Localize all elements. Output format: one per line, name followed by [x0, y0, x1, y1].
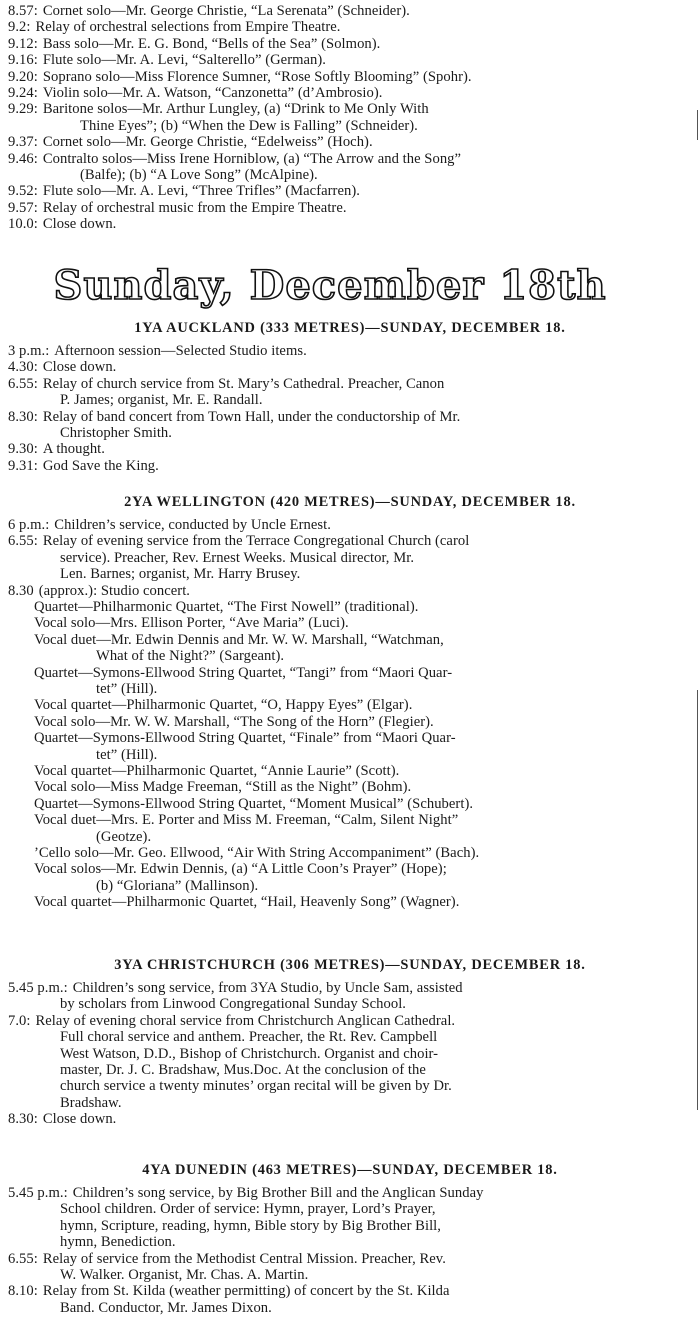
item-text: (Geotze). — [96, 828, 152, 845]
entry-text: Cornet solo—Mr. George Christie, “Edelweiss” (Hoch). — [42, 134, 373, 151]
concert-item — [34, 812, 700, 828]
item-text: Vocal solo—Mrs. Ellison Porter, “Ave Maria” (Luci). — [34, 615, 349, 632]
entry-text: Close down. — [42, 359, 117, 376]
entry-continuation — [60, 1062, 700, 1078]
item-text: Quartet—Symons-Ellwood String Quartet, “Moment Musical” (Schubert). — [34, 795, 474, 812]
entry-text: School children. Order of service: Hymn, prayer, Lord’s Prayer, — [60, 1201, 436, 1218]
item-text: Vocal duet—Mrs. E. Porter and Miss M. Freeman, “Calm, Silent Night” — [34, 812, 459, 829]
concert-item — [34, 730, 700, 746]
schedule-entry — [8, 216, 700, 232]
entry-time: 6.55: — [8, 1250, 38, 1267]
entry-text: Violin solo—Mr. A. Watson, “Canzonetta” (d’Ambrosio). — [42, 85, 383, 101]
entry-text: Relay from St. Kilda (weather permitting) of concert by the St. Kilda — [42, 1283, 450, 1300]
entry-text: Children’s song service, by Big Brother Bill and the Anglican Sunday — [72, 1185, 484, 1201]
concert-item — [34, 697, 700, 713]
entry-time: 9.2: — [8, 19, 31, 36]
entry-text: Contralto solos—Miss Irene Horniblow, (a) “The Arrow and the Song” — [42, 150, 462, 167]
entry-time: 9.37: — [8, 134, 38, 151]
schedule-entry — [8, 200, 700, 216]
entry-text: Len. Barnes; organist, Mr. Harry Brusey. — [60, 566, 301, 583]
schedule-entry — [8, 1185, 700, 1201]
entry-time: 6.55: — [8, 533, 38, 550]
entry-time: 10.0: — [8, 216, 38, 233]
item-continuation — [96, 878, 700, 894]
entry-text: by scholars from Linwood Congregational Sunday School. — [60, 996, 407, 1013]
entry-text: Relay of orchestral selections from Empire Theatre. — [35, 19, 341, 36]
item-text: Quartet—Symons-Ellwood String Quartet, “Tangi” from “Maori Quar- — [34, 664, 453, 681]
entry-time: 9.46: — [8, 150, 38, 167]
entry-text: Thine Eyes”; (b) “When the Dew is Falling” (Schneider). — [80, 117, 418, 134]
schedule-entry — [8, 583, 700, 599]
item-text: Vocal quartet—Philharmonic Quartet, “Annie Laurie” (Scott). — [34, 763, 400, 779]
concert-item — [34, 714, 700, 730]
entry-text: Flute solo—Mr. A. Levi, “Three Trifles” (Macfarren). — [42, 183, 360, 200]
entry-text: Close down. — [42, 216, 117, 233]
concert-item — [34, 599, 700, 615]
entry-time: 3 p.m.: — [8, 343, 50, 359]
entry-time: 9.30: — [8, 441, 38, 458]
entry-text: Christopher Smith. — [60, 425, 172, 441]
item-text: Vocal quartet—Philharmonic Quartet, “O, Happy Eyes” (Elgar). — [34, 697, 413, 714]
entry-text: hymn, Benediction. — [60, 1234, 176, 1251]
entry-continuation — [60, 1234, 700, 1250]
entry-text: Relay of church service from St. Mary’s Cathedral. Preacher, Canon — [42, 375, 445, 392]
entry-text: Relay of evening service from the Terrace Congregational Church (carol — [42, 533, 470, 550]
schedule-entry — [8, 441, 700, 457]
item-text: Vocal solos—Mr. Edwin Dennis, (a) “A Little Coon’s Prayer” (Hope); — [34, 861, 447, 878]
schedule-entry — [8, 69, 700, 85]
schedule-entry — [8, 376, 700, 392]
schedule-entry — [8, 533, 700, 549]
concert-item — [34, 894, 700, 910]
item-text: ’Cello solo—Mr. Geo. Ellwood, “Air With String Accompaniment” (Bach). — [34, 845, 480, 861]
entry-time: 9.20: — [8, 68, 38, 85]
entry-time: 5.45 p.m.: — [8, 1185, 68, 1201]
entry-time: 9.16: — [8, 52, 38, 69]
station-heading: 4YA DUNEDIN (463 METRES)—SUNDAY, DECEMBER 18. — [142, 1162, 558, 1178]
item-text: tet” (Hill). — [96, 681, 158, 697]
entry-time: 9.52: — [8, 183, 38, 200]
schedule-entry — [8, 52, 700, 68]
schedule-entry — [8, 151, 700, 167]
entry-text: West Watson, D.D., Bishop of Christchurch. Organist and choir- — [60, 1045, 439, 1062]
entry-time: 4.30: — [8, 359, 38, 376]
entry-time: 6.55: — [8, 375, 38, 392]
entry-text: (Balfe); (b) “A Love Song” (McAlpine). — [80, 167, 318, 183]
entry-text: P. James; organist, Mr. E. Randall. — [60, 392, 263, 409]
concert-item — [34, 861, 700, 877]
schedule-entry — [8, 1111, 700, 1127]
entry-continuation — [60, 1046, 700, 1062]
entry-continuation — [60, 1267, 700, 1283]
entry-time: 9.12: — [8, 35, 38, 52]
entry-text: Children’s song service, from 3YA Studio, by Uncle Sam, assisted — [72, 980, 463, 996]
entry-continuation — [60, 392, 700, 408]
schedule-entry — [8, 517, 700, 533]
entry-time: 8.10: — [8, 1283, 38, 1300]
schedule-entry — [8, 1013, 700, 1029]
entry-continuation — [60, 566, 700, 582]
schedule-entry — [8, 183, 700, 199]
entry-time: 9.57: — [8, 199, 38, 216]
entry-time: 8.30: — [8, 1111, 38, 1128]
item-text: tet” (Hill). — [96, 746, 158, 763]
entry-continuation — [60, 996, 700, 1012]
item-continuation — [96, 747, 700, 763]
item-text: Quartet—Symons-Ellwood String Quartet, “Finale” from “Maori Quar- — [34, 730, 456, 747]
item-continuation — [96, 681, 700, 697]
entry-text: Cornet solo—Mr. George Christie, “La Serenata” (Schneider). — [42, 3, 410, 19]
item-text: Vocal duet—Mr. Edwin Dennis and Mr. W. W. Marshall, “Watchman, — [34, 631, 444, 648]
day-title: Sunday, December 18th — [53, 262, 607, 309]
entry-text: Band. Conductor, Mr. James Dixon. — [60, 1299, 272, 1316]
concert-item — [34, 763, 700, 779]
entry-text: Afternoon session—Selected Studio items. — [54, 343, 307, 359]
item-text: What of the Night?” (Sargeant). — [96, 648, 285, 665]
item-text: (b) “Gloriana” (Mallinson). — [96, 877, 259, 894]
schedule-entry — [8, 1251, 700, 1267]
schedule-entry — [8, 19, 700, 35]
entry-continuation — [60, 1029, 700, 1045]
entry-text: Bradshaw. — [60, 1094, 122, 1111]
schedule-entry — [8, 36, 700, 52]
entry-text: (approx.): Studio concert. — [38, 582, 190, 599]
entry-text: Relay of band concert from Town Hall, under the conductorship of Mr. — [42, 408, 461, 425]
concert-item — [34, 615, 700, 631]
entry-text: Children’s service, conducted by Uncle Ernest. — [54, 517, 331, 533]
station-heading: 1YA AUCKLAND (333 METRES)—SUNDAY, DECEMBER 18. — [134, 320, 566, 336]
entry-text: church service a twenty minutes’ organ recital will be given by Dr. — [60, 1078, 452, 1095]
entry-continuation — [80, 118, 700, 134]
concert-item — [34, 845, 700, 861]
entry-continuation — [60, 425, 700, 441]
item-text: Vocal solo—Miss Madge Freeman, “Still as the Night” (Bohm). — [34, 779, 412, 796]
concert-item — [34, 632, 700, 648]
schedule-entry — [8, 101, 700, 117]
entry-time: 8.30: — [8, 408, 38, 425]
item-text: Vocal quartet—Philharmonic Quartet, “Hail, Heavenly Song” (Wagner). — [34, 894, 460, 911]
entry-continuation — [60, 1218, 700, 1234]
entry-text: God Save the King. — [42, 457, 159, 474]
schedule-entry — [8, 458, 700, 474]
entry-text: Relay of evening choral service from Christchurch Anglican Cathedral. — [35, 1012, 456, 1029]
entry-text: service). Preacher, Rev. Ernest Weeks. Musical director, Mr. — [60, 549, 415, 566]
entry-continuation — [80, 167, 700, 183]
concert-item — [34, 796, 700, 812]
entry-text: hymn, Scripture, reading, hymn, Bible story by Big Brother Bill, — [60, 1217, 441, 1234]
entry-time: 8.57: — [8, 3, 38, 19]
entry-text: Full choral service and anthem. Preacher, the Rt. Rev. Campbell — [60, 1029, 438, 1046]
entry-text: W. Walker. Organist, Mr. Chas. A. Martin. — [60, 1267, 309, 1283]
entry-text: Flute solo—Mr. A. Levi, “Salterello” (German). — [42, 52, 327, 69]
entry-text: Soprano solo—Miss Florence Sumner, “Rose Softly Blooming” (Spohr). — [42, 68, 472, 85]
concert-item — [34, 665, 700, 681]
entry-text: Relay of service from the Methodist Central Mission. Preacher, Rev. — [42, 1250, 446, 1267]
schedule-entry — [8, 980, 700, 996]
item-continuation — [96, 648, 700, 664]
station-heading: 2YA WELLINGTON (420 METRES)—SUNDAY, DECEMBER 18. — [124, 494, 576, 510]
station-heading: 3YA CHRISTCHURCH (306 METRES)—SUNDAY, DECEMBER 18. — [114, 957, 586, 973]
entry-text: Relay of orchestral music from the Empire Theatre. — [42, 199, 347, 216]
schedule-entry — [8, 3, 700, 19]
entry-continuation — [60, 1201, 700, 1217]
entry-text: A thought. — [42, 441, 105, 458]
entry-time: 6 p.m.: — [8, 517, 50, 533]
schedule-entry — [8, 343, 700, 359]
entry-time: 8.30 — [8, 582, 34, 599]
schedule-entry — [8, 85, 700, 101]
entry-continuation — [60, 1078, 700, 1094]
entry-text: Baritone solos—Mr. Arthur Lungley, (a) “Drink to Me Only With — [42, 101, 429, 118]
item-text: Quartet—Philharmonic Quartet, “The First Nowell” (traditional). — [34, 599, 419, 615]
schedule-entry — [8, 359, 700, 375]
entry-time: 9.31: — [8, 457, 38, 474]
entry-text: master, Dr. J. C. Bradshaw, Mus.Doc. At the conclusion of the — [60, 1062, 426, 1078]
item-text: Vocal solo—Mr. W. W. Marshall, “The Song of the Horn” (Flegier). — [34, 713, 434, 730]
schedule-entry — [8, 134, 700, 150]
concert-item — [34, 779, 700, 795]
entry-time: 5.45 p.m.: — [8, 980, 68, 996]
entry-text: Close down. — [42, 1111, 117, 1128]
entry-text: Bass solo—Mr. E. G. Bond, “Bells of the Sea” (Solmon). — [42, 35, 381, 52]
schedule-entry — [8, 1283, 700, 1299]
entry-time: 9.29: — [8, 101, 38, 118]
entry-time: 7.0: — [8, 1012, 31, 1029]
entry-continuation — [60, 550, 700, 566]
item-continuation — [96, 829, 700, 845]
entry-time: 9.24: — [8, 85, 38, 101]
entry-continuation — [60, 1095, 700, 1111]
entry-continuation — [60, 1300, 700, 1316]
schedule-entry — [8, 409, 700, 425]
